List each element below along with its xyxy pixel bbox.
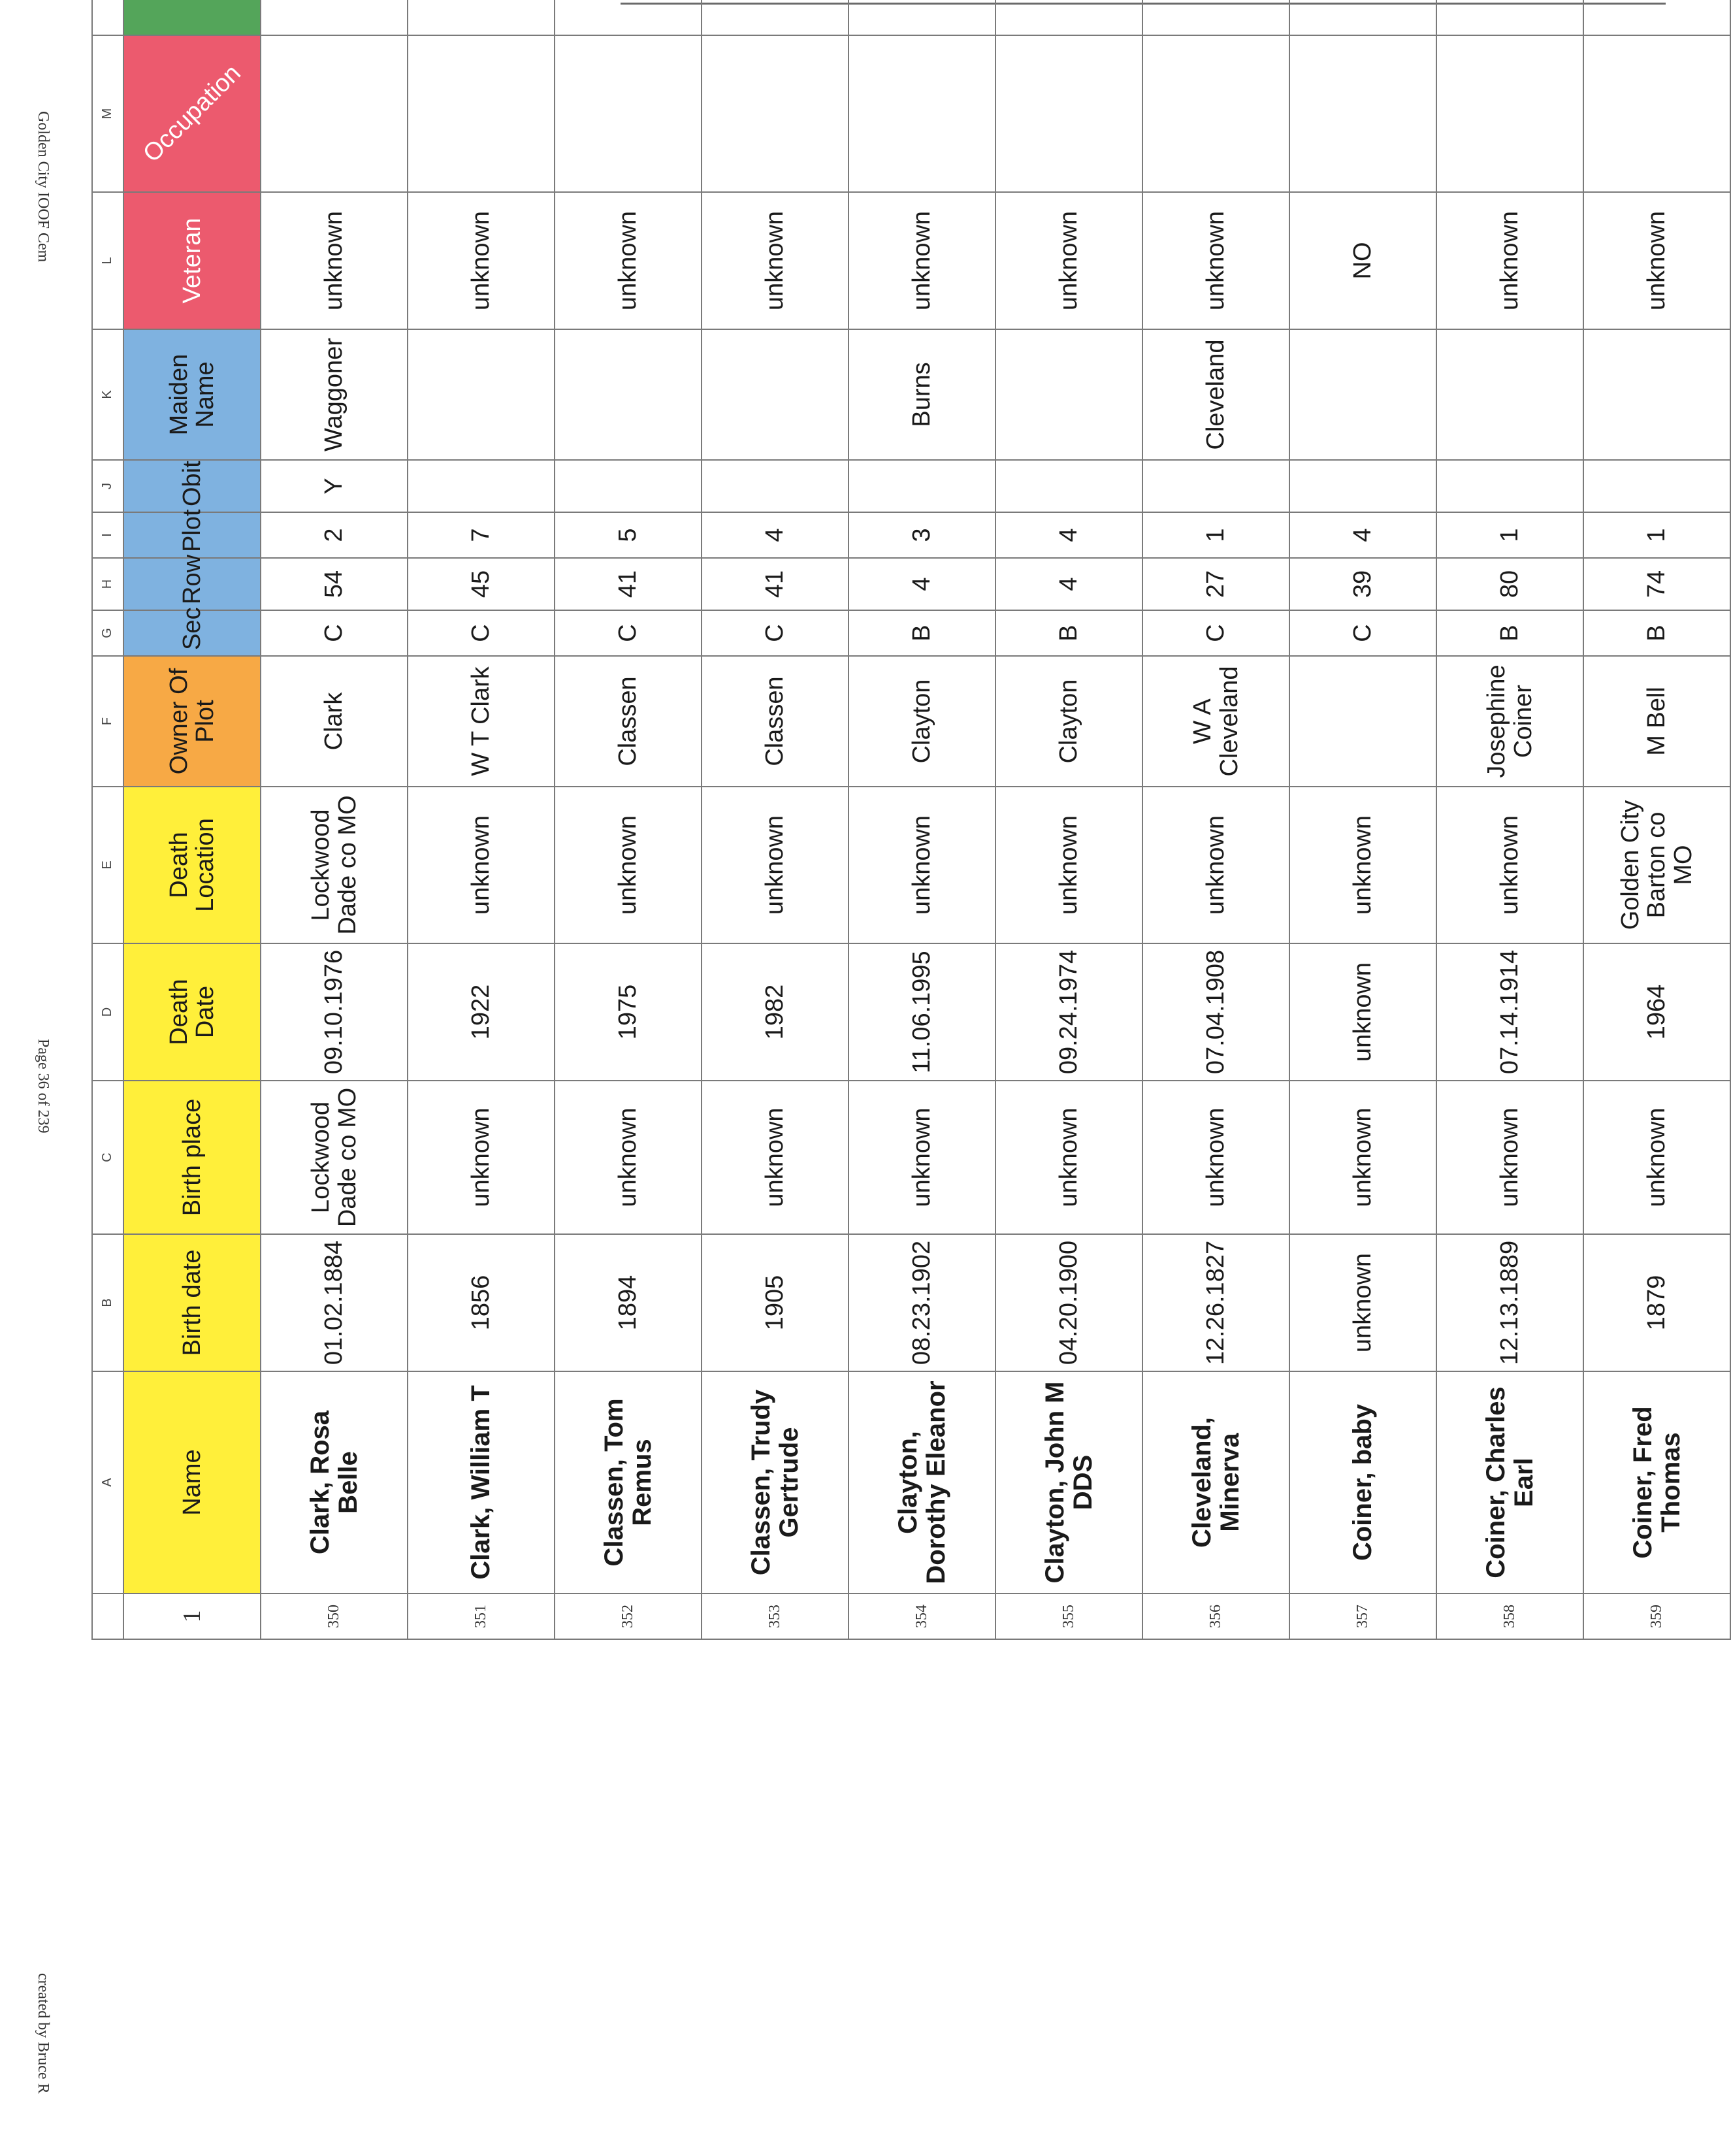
sec-cell: C (261, 610, 408, 656)
birth-date-cell: 01.02.1884 (261, 1234, 408, 1371)
table-row (1142, 0, 1289, 1639)
footer-cemetery-name: Golden City IOOF Cem (35, 111, 52, 263)
row-cell: 41 (702, 558, 849, 610)
death-location-cell: unknown (408, 787, 555, 943)
plot-cell: 5 (555, 512, 702, 558)
occupation-cell (408, 35, 555, 192)
obit-cell (1436, 460, 1583, 512)
birth-place-cell: unknown (555, 1081, 702, 1234)
header-plot: Plot (123, 512, 261, 558)
cod-cell (849, 0, 995, 35)
occupation-cell (1436, 35, 1583, 192)
obit-cell (849, 460, 995, 512)
death-location-cell: unknown (1436, 787, 1583, 943)
corner-cell (92, 1593, 123, 1639)
birth-place-cell: unknown (1142, 1081, 1289, 1234)
veteran-cell: NO (1289, 192, 1436, 329)
header-maiden-name: Maiden Name (123, 329, 261, 460)
table-row (1289, 0, 1436, 1639)
row-cell: 27 (1142, 558, 1289, 610)
death-date-cell: 07.04.1908 (1142, 943, 1289, 1081)
death-date-cell: 1922 (408, 943, 555, 1081)
table-row (702, 0, 849, 1639)
occupation-cell (1583, 35, 1730, 192)
death-date-cell: 09.10.1976 (261, 943, 408, 1081)
death-location-cell: unknown (702, 787, 849, 943)
cod-cell (555, 0, 702, 35)
birth-date-cell: 1894 (555, 1234, 702, 1371)
row-cell: 39 (1289, 558, 1436, 610)
plot-cell: 4 (702, 512, 849, 558)
name-cell: Coiner, Charles Earl (1436, 1371, 1583, 1593)
occupation-cell (702, 35, 849, 192)
occupation-cell (1142, 35, 1289, 192)
row-cell: 54 (261, 558, 408, 610)
column-letter: E (92, 787, 123, 943)
obit-cell (1142, 460, 1289, 512)
table-row (261, 0, 408, 1639)
maiden-name-cell (408, 329, 555, 460)
obit-cell (995, 460, 1142, 512)
obit-cell (702, 460, 849, 512)
table-row (555, 0, 702, 1639)
row-number: 355 (995, 1593, 1142, 1639)
cod-cell (408, 0, 555, 35)
veteran-cell: unknown (702, 192, 849, 329)
header-cod (123, 0, 261, 35)
birth-date-cell: 1856 (408, 1234, 555, 1371)
veteran-cell: unknown (555, 192, 702, 329)
birth-place-cell: unknown (702, 1081, 849, 1234)
row-number: 351 (408, 1593, 555, 1639)
maiden-name-cell: Burns (849, 329, 995, 460)
row-number: 356 (1142, 1593, 1289, 1639)
row-number: 352 (555, 1593, 702, 1639)
header-occupation-cell (123, 35, 261, 192)
header-death-location: Death Location (123, 787, 261, 943)
veteran-cell: unknown (408, 192, 555, 329)
birth-date-cell: 04.20.1900 (995, 1234, 1142, 1371)
sec-cell: C (1289, 610, 1436, 656)
death-date-cell: 1982 (702, 943, 849, 1081)
row-number: 358 (1436, 1593, 1583, 1639)
column-letter: A (92, 1371, 123, 1593)
birth-place-cell: unknown (1289, 1081, 1436, 1234)
birth-place-cell: unknown (408, 1081, 555, 1234)
column-letter: G (92, 610, 123, 656)
sec-cell: C (1142, 610, 1289, 656)
maiden-name-cell (1289, 329, 1436, 460)
name-cell: Classen, Trudy Gertrude (702, 1371, 849, 1593)
owner-of-plot-cell (1289, 656, 1436, 787)
header-veteran: Veteran (123, 192, 261, 329)
maiden-name-cell: Cleveland (1142, 329, 1289, 460)
birth-date-cell: 08.23.1902 (849, 1234, 995, 1371)
birth-date-cell: 12.13.1889 (1436, 1234, 1583, 1371)
obit-cell (1583, 460, 1730, 512)
row-number: 359 (1583, 1593, 1730, 1639)
sec-cell: C (408, 610, 555, 656)
birth-date-cell: 1905 (702, 1234, 849, 1371)
death-location-cell: unknown (849, 787, 995, 943)
obit-cell (555, 460, 702, 512)
table-row (1436, 0, 1583, 1639)
name-cell: Clayton, Dorothy Eleanor (849, 1371, 995, 1593)
header-row: Row (123, 558, 261, 610)
plot-cell: 7 (408, 512, 555, 558)
table-row (1583, 0, 1730, 1639)
header-owner-of-plot: Owner Of Plot (123, 656, 261, 787)
header-obit: Obit (123, 460, 261, 512)
veteran-cell: unknown (1583, 192, 1730, 329)
header-occupation: Occupation (138, 59, 246, 168)
birth-date-cell: 1879 (1583, 1234, 1730, 1371)
plot-cell: 1 (1583, 512, 1730, 558)
death-date-cell: 11.06.1995 (849, 943, 995, 1081)
birth-date-cell: unknown (1289, 1234, 1436, 1371)
header-row-number: 1 (123, 1593, 261, 1639)
cod-cell (702, 0, 849, 35)
owner-of-plot-cell: Clayton (849, 656, 995, 787)
row-cell: 4 (849, 558, 995, 610)
cod-cell (261, 0, 408, 35)
header-name: Name (123, 1371, 261, 1593)
name-cell: Cleveland, Minerva (1142, 1371, 1289, 1593)
maiden-name-cell (995, 329, 1142, 460)
obit-cell (408, 460, 555, 512)
occupation-cell (261, 35, 408, 192)
column-letters-row (92, 0, 123, 1639)
owner-of-plot-cell: Clark (261, 656, 408, 787)
plot-cell: 4 (1289, 512, 1436, 558)
row-cell: 80 (1436, 558, 1583, 610)
occupation-cell (555, 35, 702, 192)
veteran-cell: unknown (849, 192, 995, 329)
column-letter: F (92, 656, 123, 787)
header-birth-place: Birth place (123, 1081, 261, 1234)
column-letter: C (92, 1081, 123, 1234)
maiden-name-cell (1583, 329, 1730, 460)
row-cell: 45 (408, 558, 555, 610)
sec-cell: B (1583, 610, 1730, 656)
name-cell: Clayton, John M DDS (995, 1371, 1142, 1593)
table-row (408, 0, 555, 1639)
birth-place-cell: unknown (1583, 1081, 1730, 1234)
death-location-cell: unknown (1289, 787, 1436, 943)
birth-place-cell: unknown (1436, 1081, 1583, 1234)
death-date-cell: 09.24.1974 (995, 943, 1142, 1081)
death-date-cell: 1964 (1583, 943, 1730, 1081)
birth-place-cell: unknown (849, 1081, 995, 1234)
row-cell: 41 (555, 558, 702, 610)
row-number: 354 (849, 1593, 995, 1639)
death-location-cell: unknown (995, 787, 1142, 943)
maiden-name-cell: Waggoner (261, 329, 408, 460)
records-table (91, 0, 1731, 1640)
maiden-name-cell (555, 329, 702, 460)
header-sec: Sec (123, 610, 261, 656)
plot-cell: 3 (849, 512, 995, 558)
death-location-cell: Golden City Barton co MO (1583, 787, 1730, 943)
table-row (849, 0, 995, 1639)
occupation-cell (1289, 35, 1436, 192)
name-cell: Clark, William T (408, 1371, 555, 1593)
death-location-cell: Lockwood Dade co MO (261, 787, 408, 943)
owner-of-plot-cell: Josephine Coiner (1436, 656, 1583, 787)
birth-place-cell: unknown (995, 1081, 1142, 1234)
column-letter: I (92, 512, 123, 558)
obit-cell (1289, 460, 1436, 512)
header-birth-date: Birth date (123, 1234, 261, 1371)
column-letter: B (92, 1234, 123, 1371)
header-row (123, 0, 261, 1639)
plot-cell: 1 (1142, 512, 1289, 558)
name-cell: Classen, Tom Remus (555, 1371, 702, 1593)
row-cell: 4 (995, 558, 1142, 610)
death-location-cell: unknown (1142, 787, 1289, 943)
column-letter: D (92, 943, 123, 1081)
death-location-cell: unknown (555, 787, 702, 943)
birth-date-cell: 12.26.1827 (1142, 1234, 1289, 1371)
row-number: 357 (1289, 1593, 1436, 1639)
table-row (995, 0, 1142, 1639)
sec-cell: C (702, 610, 849, 656)
owner-of-plot-cell: Clayton (995, 656, 1142, 787)
owner-of-plot-cell: Classen (702, 656, 849, 787)
occupation-cell (995, 35, 1142, 192)
death-date-cell: unknown (1289, 943, 1436, 1081)
column-letter (92, 0, 123, 35)
obit-cell: Y (261, 460, 408, 512)
maiden-name-cell (702, 329, 849, 460)
owner-of-plot-cell: Classen (555, 656, 702, 787)
row-number: 353 (702, 1593, 849, 1639)
column-letter: H (92, 558, 123, 610)
column-letter: J (92, 460, 123, 512)
veteran-cell: unknown (1436, 192, 1583, 329)
row-number: 350 (261, 1593, 408, 1639)
occupation-cell (849, 35, 995, 192)
cod-cell (1436, 0, 1583, 35)
cod-cell (1583, 0, 1730, 35)
sec-cell: B (849, 610, 995, 656)
cemetery-records-sheet (91, 0, 1697, 1640)
sec-cell: B (995, 610, 1142, 656)
veteran-cell: unknown (995, 192, 1142, 329)
column-letter: K (92, 329, 123, 460)
plot-cell: 2 (261, 512, 408, 558)
cod-cell (995, 0, 1142, 35)
birth-place-cell: Lockwood Dade co MO (261, 1081, 408, 1234)
footer-page-number: Page 36 of 239 (35, 1039, 52, 1134)
plot-cell: 1 (1436, 512, 1583, 558)
column-letter: L (92, 192, 123, 329)
name-cell: Clark, Rosa Belle (261, 1371, 408, 1593)
owner-of-plot-cell: W T Clark (408, 656, 555, 787)
maiden-name-cell (1436, 329, 1583, 460)
death-date-cell: 1975 (555, 943, 702, 1081)
row-cell: 74 (1583, 558, 1730, 610)
name-cell: Coiner, Fred Thomas (1583, 1371, 1730, 1593)
death-date-cell: 07.14.1914 (1436, 943, 1583, 1081)
owner-of-plot-cell: W A Cleveland (1142, 656, 1289, 787)
veteran-cell: unknown (1142, 192, 1289, 329)
column-letter: M (92, 35, 123, 192)
plot-cell: 4 (995, 512, 1142, 558)
cod-cell (1289, 0, 1436, 35)
sec-cell: C (555, 610, 702, 656)
header-death-date: Death Date (123, 943, 261, 1081)
owner-of-plot-cell: M Bell (1583, 656, 1730, 787)
veteran-cell: unknown (261, 192, 408, 329)
sec-cell: B (1436, 610, 1583, 656)
cod-cell (1142, 0, 1289, 35)
name-cell: Coiner, baby (1289, 1371, 1436, 1593)
footer-created-by: created by Bruce R (35, 1973, 52, 2094)
